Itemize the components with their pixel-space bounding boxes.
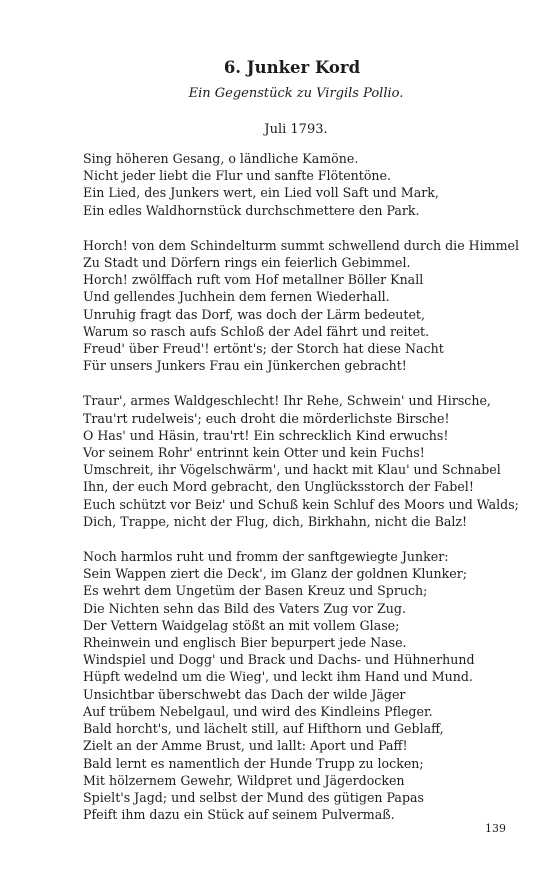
poem-line: Der Vettern Waidgelag stößt an mit vollem Glase; bbox=[83, 617, 400, 633]
poem-line: Ihn, der euch Mord gebracht, den Unglücksstorch der Fabel! bbox=[83, 479, 474, 495]
poem-line: Traur', armes Waldgeschlecht! Ihr Rehe, Schwein' und Hirsche, bbox=[83, 393, 491, 409]
poem-line: Trau'rt rudelweis'; euch droht die mörderlichste Birsche! bbox=[83, 410, 450, 426]
poem-line: Rheinwein und englisch Bier bepurpert jede Nase. bbox=[83, 635, 407, 651]
poem-line: Warum so rasch aufs Schloß der Adel fährt und reitet. bbox=[83, 323, 430, 339]
poem-line: Dich, Trappe, nicht der Flug, dich, Birkhahn, nicht die Balz! bbox=[83, 513, 468, 529]
poem-line: Für unsers Junkers Frau ein Jünkerchen gebracht! bbox=[83, 358, 407, 374]
poem-line: Bald horcht's, und lächelt still, auf Hifthorn und Geblaff, bbox=[83, 721, 444, 737]
poem-line: Pfeift ihm dazu ein Stück auf seinem Pulvermaß. bbox=[83, 807, 395, 823]
poem-line: Unruhig fragt das Dorf, was doch der Lärm bedeutet, bbox=[83, 306, 425, 322]
poem-line: Nicht jeder liebt die Flur und sanfte Flötentöne. bbox=[83, 168, 391, 184]
poem-line: Euch schützt vor Beiz' und Schuß kein Schluf des Moors und Walds; bbox=[83, 496, 519, 512]
poem-line: Hüpft wedelnd um die Wieg', und leckt ihm Hand und Mund. bbox=[83, 669, 473, 685]
poem-line: Sein Wappen ziert die Deck', im Glanz der goldnen Klunker; bbox=[83, 566, 467, 582]
poem-line: Umschreit, ihr Vögelschwärm', und hackt mit Klau' und Schnabel bbox=[83, 462, 501, 478]
stanza bbox=[83, 548, 519, 823]
page-number: 139 bbox=[485, 822, 506, 835]
poem-line: Spielt's Jagd; und selbst der Mund des gütigen Papas bbox=[83, 789, 424, 805]
stanza bbox=[83, 392, 519, 530]
poem-line: Mit hölzernem Gewehr, Wildpret und Jägerdocken bbox=[83, 772, 405, 788]
poem-line: Noch harmlos ruht und fromm der sanftgewiegte Junker: bbox=[83, 549, 449, 565]
poem-line: Ein Lied, des Junkers wert, ein Lied voll Saft und Mark, bbox=[83, 185, 439, 201]
poem-line: Horch! zwölffach ruft vom Hof metallner Böller Knall bbox=[83, 272, 424, 288]
poem-line: Auf trübem Nebelgaul, und wird des Kindleins Pfleger. bbox=[83, 703, 433, 719]
poem-subtitle: Ein Gegenstück zu Virgils Pollio. bbox=[188, 86, 404, 101]
poem-line: Und gellendes Juchhein dem fernen Wiederhall. bbox=[83, 289, 390, 305]
poem-line: Es wehrt dem Ungetüm der Basen Kreuz und Spruch; bbox=[83, 583, 428, 599]
poem-line: Windspiel und Dogg' und Brack und Dachs- und Hühnerhund bbox=[83, 652, 475, 668]
poem-line: Freud' über Freud'! ertönt's; der Storch hat diese Nacht bbox=[83, 341, 444, 357]
stanza bbox=[83, 150, 519, 219]
poem-date: Juli 1793. bbox=[264, 122, 328, 137]
poem-line: Zu Stadt und Dörfern rings ein feierlich Gebimmel. bbox=[83, 255, 411, 271]
stanza bbox=[83, 237, 519, 375]
poem-body bbox=[83, 150, 519, 841]
poem-line: Die Nichten sehn das Bild des Vaters Zug vor Zug. bbox=[83, 600, 406, 616]
poem-line: Sing höheren Gesang, o ländliche Kamöne. bbox=[83, 151, 359, 166]
poem-line: Horch! von dem Schindelturm summt schwellend durch die Himmel bbox=[83, 237, 520, 253]
poem-line: Ein edles Waldhornstück durchschmettere den Park. bbox=[83, 202, 420, 218]
poem-line: Vor seinem Rohr' entrinnt kein Otter und kein Fuchs! bbox=[83, 445, 425, 461]
poem-line: Bald lernt es namentlich der Hunde Trupp zu locken; bbox=[83, 755, 424, 771]
poem-line: Zielt an der Amme Brust, und lallt: Aport und Paff! bbox=[83, 738, 408, 754]
poem-line: O Has' und Häsin, trau'rt! Ein schrecklich Kind erwuchs! bbox=[83, 427, 449, 443]
poem-line: Unsichtbar überschwebt das Dach der wilde Jäger bbox=[83, 686, 406, 702]
poem-title: 6. Junker Kord bbox=[223, 58, 361, 77]
